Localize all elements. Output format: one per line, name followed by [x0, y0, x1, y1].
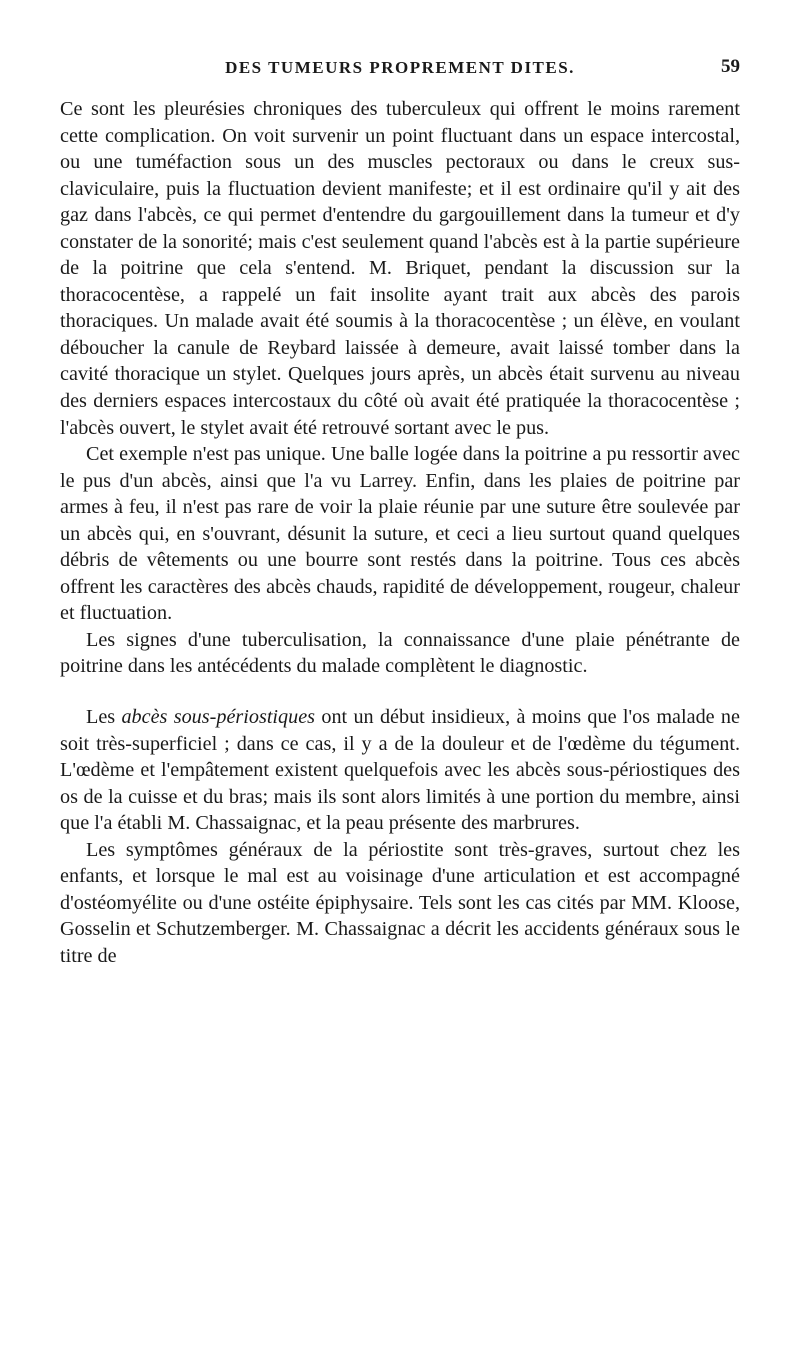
paragraph-4-lead: Les	[86, 706, 122, 729]
running-title: DES TUMEURS PROPREMENT DITES.	[225, 58, 575, 77]
paragraph-5: Les symptômes généraux de la périostite sont très-graves, surtout chez les enfants, et lorsque le mal est au voisinage d'une articulation et est accompagné d'ostéomyélite ou d'une ostéite épiphysaire. Tels sont les cas cités par MM. Kloose, Gosselin et Schutzemberger. M. Chassaignac a décrit les accidents généraux sous le titre de	[60, 838, 740, 967]
section-gap	[60, 680, 740, 704]
paragraph-2: Cet exemple n'est pas unique. Une balle logée dans la poitrine a pu ressortir avec le pus d'un abcès, ainsi que l'a vu Larrey. Enfin, dans les plaies de poitrine par armes à feu, il n'est pas rare de voir la plaie réunie par une suture être soulevée par un abcès qui, en s'ouvrant, désunit la suture, et ceci a lieu surtout quand quelques débris de vêtements ou une bourre sont restés dans la poitrine. Tous ces abcès offrent les caractères des abcès chauds, rapidité de développement, rougeur, chaleur et fluctuation.	[60, 443, 740, 625]
running-head	[60, 52, 740, 86]
paragraph-4-rest: ont un début insidieux, à moins que l'os malade ne soit très-superficiel ; dans ce cas, il y a de la douleur et de l'œdème du tégument. L'œdème et l'empâtement existent quelquefois avec les abcès sous-périostiques des os de la cuisse et du bras; mais ils sont alors limités à une portion du membre, ainsi que l'a établi M. Chassaignac, et la peau présente des marbrures.	[60, 706, 740, 835]
paragraph-4-italic-term: abcès sous-périostiques	[121, 706, 316, 729]
book-page	[60, 52, 740, 970]
paragraph-3: Les signes d'une tuberculisation, la connaissance d'une plaie pénétrante de poitrine dans les antécédents du malade complètent le diagnostic.	[60, 628, 740, 678]
body-text	[60, 96, 740, 970]
paragraph-4	[60, 704, 740, 837]
paragraph-1: Ce sont les pleurésies chroniques des tuberculeux qui offrent le moins rarement cette complication. On voit survenir un point fluctuant dans un espace intercostal, ou une tuméfaction sous un des muscles pectoraux ou dans le creux sus-claviculaire, puis la fluctuation devient manifeste; et il est ordinaire qu'il y ait des gaz dans l'abcès, ce qui permet d'entendre du gargouillement dans la tumeur et d'y constater de la sonorité; mais c'est seulement quand l'abcès est à la partie supérieure de la poitrine que cela s'entend. M. Briquet, pendant la discussion sur la thoracocentèse, a rappelé un fait insolite ayant trait aux abcès des parois thoraciques. Un malade avait été soumis à la thoracocentèse ; un élève, en voulant déboucher la canule de Reybard laissée à demeure, avait laissé tomber dans la cavité thoracique un stylet. Quelques jours après, un abcès était survenu au niveau des derniers espaces intercostaux du côté où avait été pratiquée la thoracocentèse ; l'abcès ouvert, le stylet avait été retrouvé sortant avec le pus.	[60, 98, 740, 439]
page-number: 59	[721, 56, 740, 77]
